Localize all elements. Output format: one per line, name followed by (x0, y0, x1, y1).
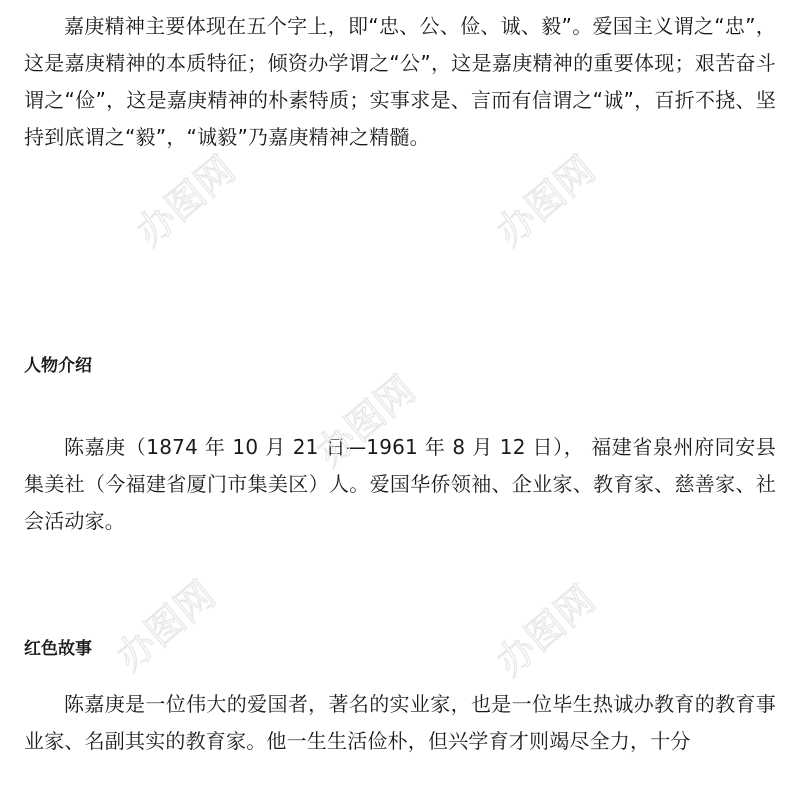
section-heading-story: 红色故事 (24, 639, 92, 659)
intro-paragraph: 嘉庚精神主要体现在五个字上，即“忠、公、俭、诚、毅”。爱国主义谓之“忠”，这是嘉庚精神的本质特征；倾资办学谓之“公”，这是嘉庚精神的重要体现；艰苦奋斗谓之“俭”，这是嘉庚精神的朴素特质；实事求是、言而有信谓之“诚”，百折不挠、坚持到底谓之“毅”，“诚毅”乃嘉庚精神之精髓。 (24, 14, 776, 149)
svg-text:办图网: 办图网 (487, 577, 604, 685)
section-heading-person: 人物介绍 (24, 356, 92, 376)
watermark (88, 554, 241, 696)
story-paragraph: 陈嘉庚是一位伟大的爱国者，著名的实业家，也是一位毕生热诚办教育的教育事业家、名副其实的教育家。他一生生活俭朴，但兴学育才则竭尽全力，十分 (24, 692, 776, 753)
svg-text:办图网: 办图网 (107, 572, 224, 680)
person-paragraph: 陈嘉庚（1874 年 10 月 21 日—1961 年 8 月 12 日）， 福建省泉州府同安县集美社（今福建省厦门市集美区）人。爱国华侨领袖、企业家、教育家、慈善家、社会活动家。 (24, 435, 776, 533)
watermark (468, 559, 621, 701)
svg-text:办图网: 办图网 (307, 367, 424, 475)
svg-text:办图网: 办图网 (127, 147, 244, 255)
svg-text:办图网: 办图网 (487, 147, 604, 255)
